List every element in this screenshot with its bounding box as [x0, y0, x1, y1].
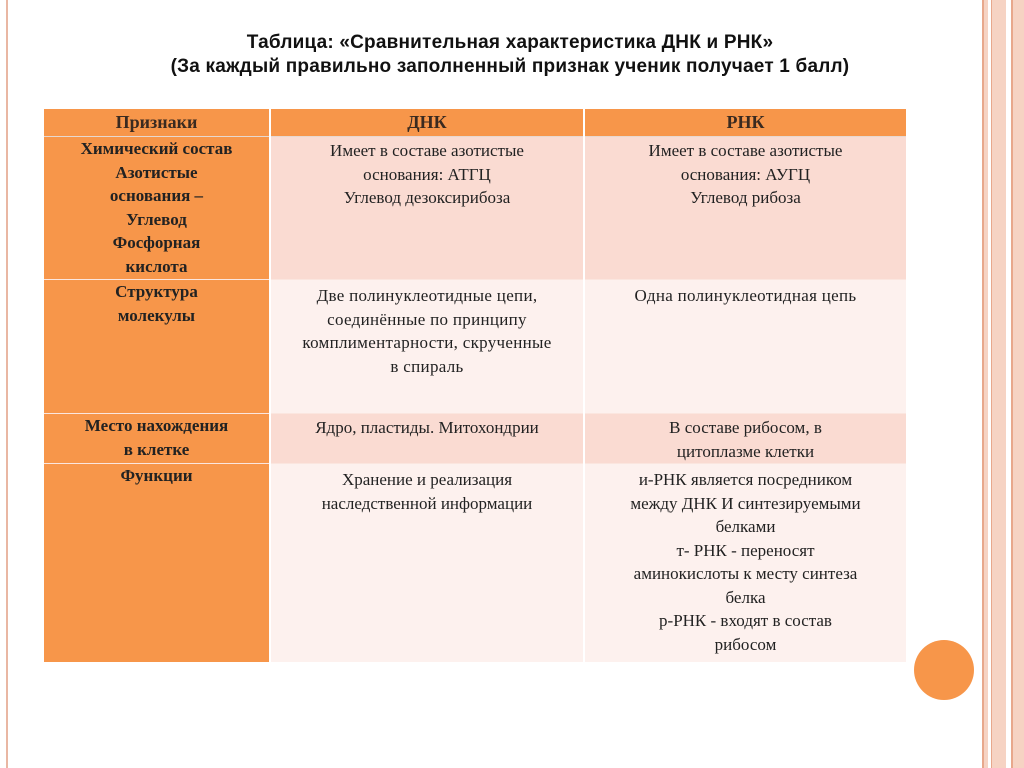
- dna-cell-chemical-composition: Имеет в составе азотистые основания: АТГЦ Углевод дезоксирибоза: [270, 137, 584, 280]
- table-row: [44, 280, 906, 414]
- feature-cell-functions: Функции: [44, 464, 270, 662]
- table-header-row: [44, 109, 906, 137]
- slide-title: [60, 31, 960, 79]
- header-rna: РНК: [584, 109, 906, 137]
- table-row: [44, 137, 906, 280]
- feature-cell-location: Место нахождения в клетке: [44, 414, 270, 464]
- dna-cell-functions: Хранение и реализация наследственной информации: [270, 464, 584, 662]
- comparison-table: [44, 109, 906, 662]
- rna-cell-chemical-composition: Имеет в составе азотистые основания: АУГЦ Углевод рибоза: [584, 137, 906, 280]
- left-frame-stripe: [0, 0, 14, 768]
- rna-cell-functions: и-РНК является посредником между ДНК И синтезируемыми белками т- РНК - переносят аминокислоты к месту синтеза белка р-РНК - входят в состав рибосом: [584, 464, 906, 662]
- header-features: Признаки: [44, 109, 270, 137]
- rna-cell-structure: Одна полинуклеотидная цепь: [584, 280, 906, 414]
- decorative-orange-circle: [914, 640, 974, 700]
- rna-cell-location: В составе рибосом, в цитоплазме клетки: [584, 414, 906, 464]
- table-row: [44, 414, 906, 464]
- header-dna: ДНК: [270, 109, 584, 137]
- dna-cell-structure: Две полинуклеотидные цепи, соединённые по принципу комплиментарности, скрученные в спираль: [270, 280, 584, 414]
- feature-cell-chemical-composition: Химический состав Азотистые основания – Углевод Фосфорная кислота: [44, 137, 270, 280]
- title-line-1: Таблица: «Сравнительная характеристика ДНК и РНК»: [246, 32, 774, 53]
- dna-cell-location: Ядро, пластиды. Митохондрии: [270, 414, 584, 464]
- title-line-2: (За каждый правильно заполненный признак ученик получает 1 балл): [170, 56, 850, 77]
- table-row: [44, 464, 906, 662]
- right-frame-stripes: [976, 0, 1024, 768]
- feature-cell-structure: Структура молекулы: [44, 280, 270, 414]
